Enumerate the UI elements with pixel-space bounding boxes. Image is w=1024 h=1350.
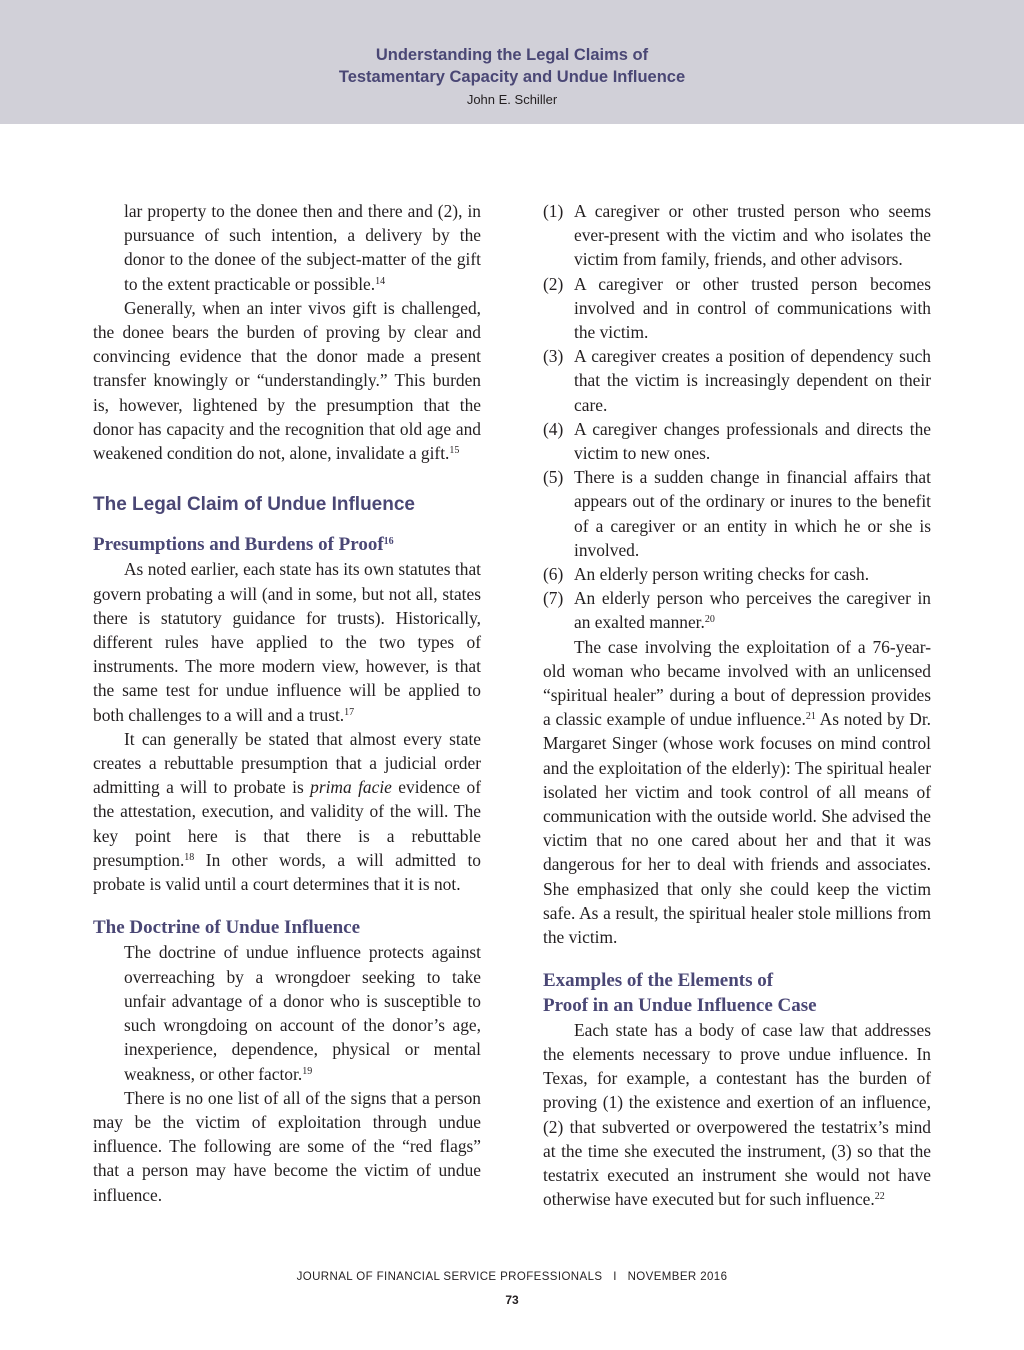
- list-item: (2) A caregiver or other trusted person becomes involved and in control of communications with the victim.: [543, 273, 931, 343]
- footnote-ref: 19: [302, 1065, 313, 1077]
- footnote-ref: 21: [805, 711, 816, 723]
- footnote-ref: 16: [383, 536, 394, 548]
- paragraph: lar property to the donee then and there and (2), in pursuance of such intention, a delivery by the donor to the donee of the subject-matter of the gift to the extent practicable or possible.$^{14}$: [124, 201, 481, 294]
- subsection-heading: Presumptions and Burdens of Proof$^{16}$: [93, 534, 394, 556]
- page-header: [0, 0, 1024, 124]
- footnote-ref: 17: [344, 706, 355, 718]
- footnote-ref: 20: [704, 614, 715, 626]
- footnote-ref: 22: [874, 1191, 885, 1203]
- paragraph: Each state has a body of case law that addresses the elements necessary to prove undue influence. In Texas, for example, a contestant has the burden of proving (1) the existence and exertion of an influence, (2) that subverted or overpowered the testatrix’s mind at the time she executed the instrument, (3) so that the testatrix executed an instrument she would not have otherwise have executed but for such influence.$^{22}$: [543, 1019, 931, 1210]
- red-flags-list: [543, 199, 931, 635]
- list-item: (1) A caregiver or other trusted person who seems ever-present with the victim and who isolates the victim from family, friends, and other advisors.: [543, 201, 931, 270]
- article-title-line1: Understanding the Legal Claims of: [375, 46, 649, 64]
- article-title-line2: Testamentary Capacity and Undue Influence: [338, 68, 686, 86]
- paragraph: There is no one list of all of the signs that a person may be the victim of exploitation through undue influence. The following are some of the “red flags” that a person may have become the victim of undue influence.: [93, 1087, 481, 1205]
- list-item: (3) A caregiver creates a position of dependency such that the victim is increasingly dependent on their care.: [543, 346, 931, 415]
- subsection-heading: Examples of the Elements of Proof in an Undue Influence Case: [543, 970, 817, 1016]
- journal-footer: JOURNAL OF FINANCIAL SERVICE PROFESSIONALS I NOVEMBER 2016: [296, 1271, 728, 1283]
- right-column: [543, 199, 931, 1211]
- list-item: (4) A caregiver changes professionals and directs the victim to new ones.: [543, 418, 931, 464]
- paragraph: The case involving the exploitation of a 76-year-old woman who became involved with an unlicensed “spiritual healer” during a bout of depression provides a classic example of undue influence.$^{21}$ As noted by Dr. Margaret Singer (whose work focuses on mind control and the exploitation of the elderly): The spiritual healer isolated her victim and took control of all means of communication with the outside world. She advised the victim that no one cared about her and that it was dangerous for her to deal with friends and associates. She emphasized that only she could keep the victim safe. As a result, the spiritual healer stole millions from the victim.: [543, 636, 932, 948]
- paragraph: The doctrine of undue influence protects against overreaching by a wrongdoer seeking to take unfair advantage of a donor who is susceptible to such wrongdoing on account of the donor’s age, inexperience, dependence, physical or mental weakness, or other factor.$^{19}$: [124, 942, 481, 1084]
- footnote-ref: 15: [449, 445, 460, 457]
- list-item: (6) An elderly person writing checks for cash.: [543, 564, 870, 585]
- section-heading: The Legal Claim of Undue Influence: [93, 494, 415, 516]
- paragraph: It can generally be stated that almost every state creates a rebuttable presumption that a judicial order admitting a will to probate is prima facie evidence of the attestation, execution, and validity of the will. The key point here is that there is a rebuttable presumption.$^{18}$ In other words, a will admitted to probate is valid until a court determines that it is not.: [93, 728, 481, 895]
- paragraph: As noted earlier, each state has its own statutes that govern probating a will (and in some, but not all, states there is statutory guidance for trusts). Historically, different rules have applied to the two types of instruments. The more modern view, however, is that the same test for undue influence will be applied to both challenges to a will and a trust.$^{17}$: [93, 559, 481, 725]
- subsection-heading: The Doctrine of Undue Influence: [93, 917, 361, 939]
- page-number: 73: [505, 1293, 519, 1307]
- footnote-ref: 14: [375, 275, 386, 287]
- article-author: John E. Schiller: [466, 92, 558, 107]
- list-item: (7) An elderly person who perceives the caregiver in an exalted manner.$^{20}$: [543, 588, 931, 633]
- footnote-ref: 18: [184, 851, 195, 863]
- left-column: [93, 199, 481, 1207]
- paragraph: Generally, when an inter vivos gift is challenged, the donee bears the burden of proving by clear and convincing evidence that the donor made a present transfer knowingly or “understandingly.” This burden is, however, lightened by the presumption that the donor has capacity and the recognition that old age and weakened condition do not, alone, invalidate a gift.$^{15}$: [93, 297, 481, 464]
- list-item: (5) There is a sudden change in financial affairs that appears out of the ordinary or inures to the benefit of a caregiver or an entity in which he or she is involved.: [543, 467, 931, 560]
